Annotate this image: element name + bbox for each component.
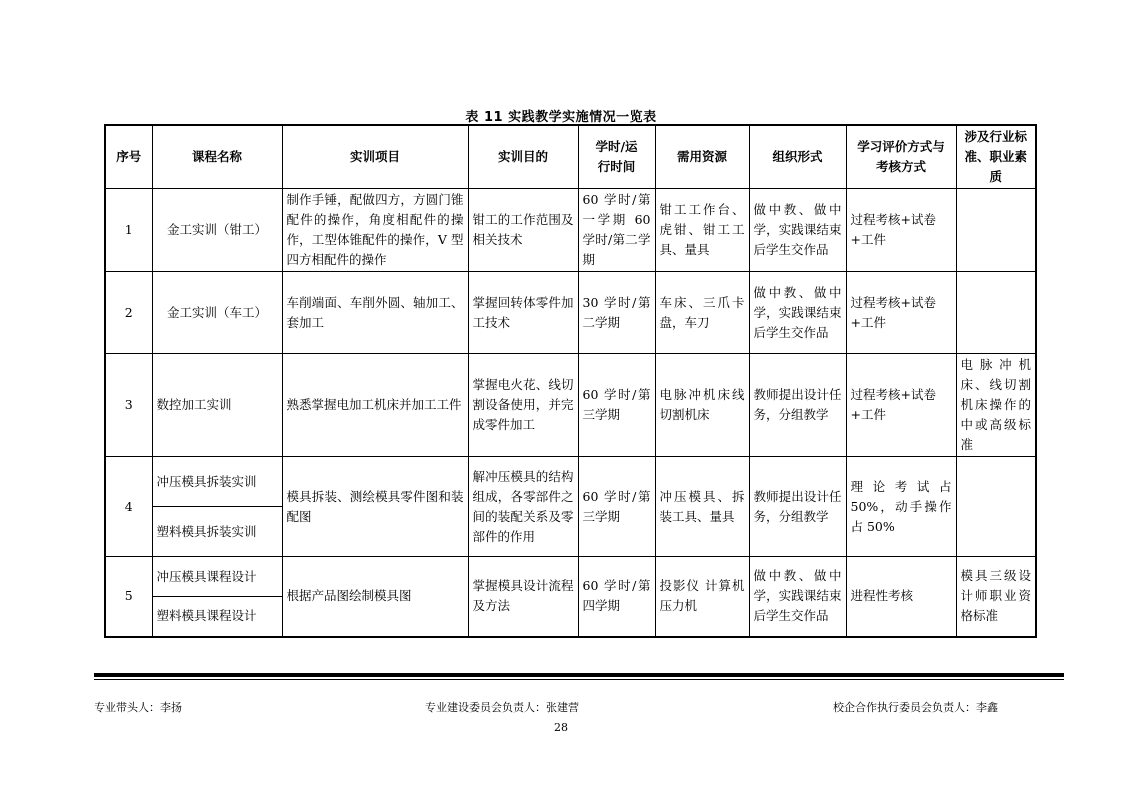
hours-term: 60 学时/第一学期 60 学时/第二学期 xyxy=(578,189,655,272)
header-no: 序号 xyxy=(105,125,152,189)
training-goal: 钳工的工作范围及相关技术 xyxy=(468,189,578,272)
organization: 做中教、做中学，实践课结束后学生交作品 xyxy=(749,272,846,354)
footer-rule-thin xyxy=(94,679,1064,680)
table-row xyxy=(105,272,1036,354)
course-name: 塑料模具课程设计 xyxy=(152,597,282,637)
course-name: 塑料模具拆装实训 xyxy=(152,507,282,557)
table-row xyxy=(105,557,1036,597)
footer-program-leader: 专业带头人：李扬 xyxy=(94,701,182,714)
training-project: 根据产品图绘制模具图 xyxy=(282,557,468,637)
training-goal: 掌握电火花、线切割设备使用，并完成零件加工 xyxy=(468,354,578,457)
training-goal: 解冲压模具的结构组成，各零部件之间的装配关系及零部件的作用 xyxy=(468,457,578,557)
hours-term: 30 学时/第二学期 xyxy=(578,272,655,354)
header-resources: 需用资源 xyxy=(655,125,749,189)
industry-standard: 模具三级设计师职业资格标准 xyxy=(956,557,1036,637)
row-no: 4 xyxy=(105,457,152,557)
footer-cooperation-leader: 校企合作执行委员会负责人：李鑫 xyxy=(833,701,998,714)
footer-committee-leader: 专业建设委员会负责人：张建营 xyxy=(425,701,579,714)
evaluation: 进程性考核 xyxy=(846,557,956,637)
organization: 做中教、做中学，实践课结束后学生交作品 xyxy=(749,557,846,637)
resources: 投影仪 计算机 压力机 xyxy=(655,557,749,637)
header-organization: 组织形式 xyxy=(749,125,846,189)
practice-teaching-table xyxy=(104,124,1037,638)
course-name: 冲压模具拆装实训 xyxy=(152,457,282,507)
resources: 电脉冲机床线切割机床 xyxy=(655,354,749,457)
resources: 车床、三爪卡盘，车刀 xyxy=(655,272,749,354)
training-project: 模具拆装、测绘模具零件图和装配图 xyxy=(282,457,468,557)
header-goal: 实训目的 xyxy=(468,125,578,189)
evaluation: 过程考核+试卷+工件 xyxy=(846,354,956,457)
hours-term: 60 学时/第三学期 xyxy=(578,354,655,457)
industry-standard xyxy=(956,272,1036,354)
training-project: 制作手锤，配做四方，方圆门锥配件的操作，角度相配件的操作，工型体锥配件的操作，V 型四方相配件的操作 xyxy=(282,189,468,272)
table-row xyxy=(105,189,1036,272)
course-name: 金工实训（钳工） xyxy=(152,189,282,272)
header-row xyxy=(105,125,1036,189)
table-row xyxy=(105,354,1036,457)
organization: 做中教、做中学，实践课结束后学生交作品 xyxy=(749,189,846,272)
header-course: 课程名称 xyxy=(152,125,282,189)
evaluation: 理论考试占 50%，动手操作占 50% xyxy=(846,457,956,557)
footer-rule-thick xyxy=(94,673,1064,677)
header-project: 实训项目 xyxy=(282,125,468,189)
course-name: 金工实训（车工） xyxy=(152,272,282,354)
industry-standard: 电脉冲机床、线切割机床操作的中或高级标准 xyxy=(956,354,1036,457)
hours-term: 60 学时/第四学期 xyxy=(578,557,655,637)
row-no: 1 xyxy=(105,189,152,272)
organization: 教师提出设计任务，分组教学 xyxy=(749,354,846,457)
training-goal: 掌握模具设计流程及方法 xyxy=(468,557,578,637)
evaluation: 过程考核+试卷+工件 xyxy=(846,189,956,272)
header-evaluation: 学习评价方式与考核方式 xyxy=(846,125,956,189)
organization: 教师提出设计任务，分组教学 xyxy=(749,457,846,557)
resources: 钳工工作台、虎钳、钳工工具、量具 xyxy=(655,189,749,272)
header-standard: 涉及行业标准、职业素质 xyxy=(956,125,1036,189)
row-no: 2 xyxy=(105,272,152,354)
evaluation: 过程考核+试卷+工件 xyxy=(846,272,956,354)
industry-standard xyxy=(956,189,1036,272)
table-row xyxy=(105,457,1036,507)
table-caption: 表 11 实践教学实施情况一览表 xyxy=(465,110,657,125)
industry-standard xyxy=(956,457,1036,557)
course-name: 冲压模具课程设计 xyxy=(152,557,282,597)
page-number: 28 xyxy=(554,721,568,734)
training-project: 熟悉掌握电加工机床并加工工件 xyxy=(282,354,468,457)
resources: 冲压模具、拆装工具、量具 xyxy=(655,457,749,557)
hours-term: 60 学时/第三学期 xyxy=(578,457,655,557)
course-name: 数控加工实训 xyxy=(152,354,282,457)
row-no: 5 xyxy=(105,557,152,637)
header-hours: 学时/运行时间 xyxy=(578,125,655,189)
training-project: 车削端面、车削外圆、轴加工、套加工 xyxy=(282,272,468,354)
training-goal: 掌握回转体零件加工技术 xyxy=(468,272,578,354)
row-no: 3 xyxy=(105,354,152,457)
